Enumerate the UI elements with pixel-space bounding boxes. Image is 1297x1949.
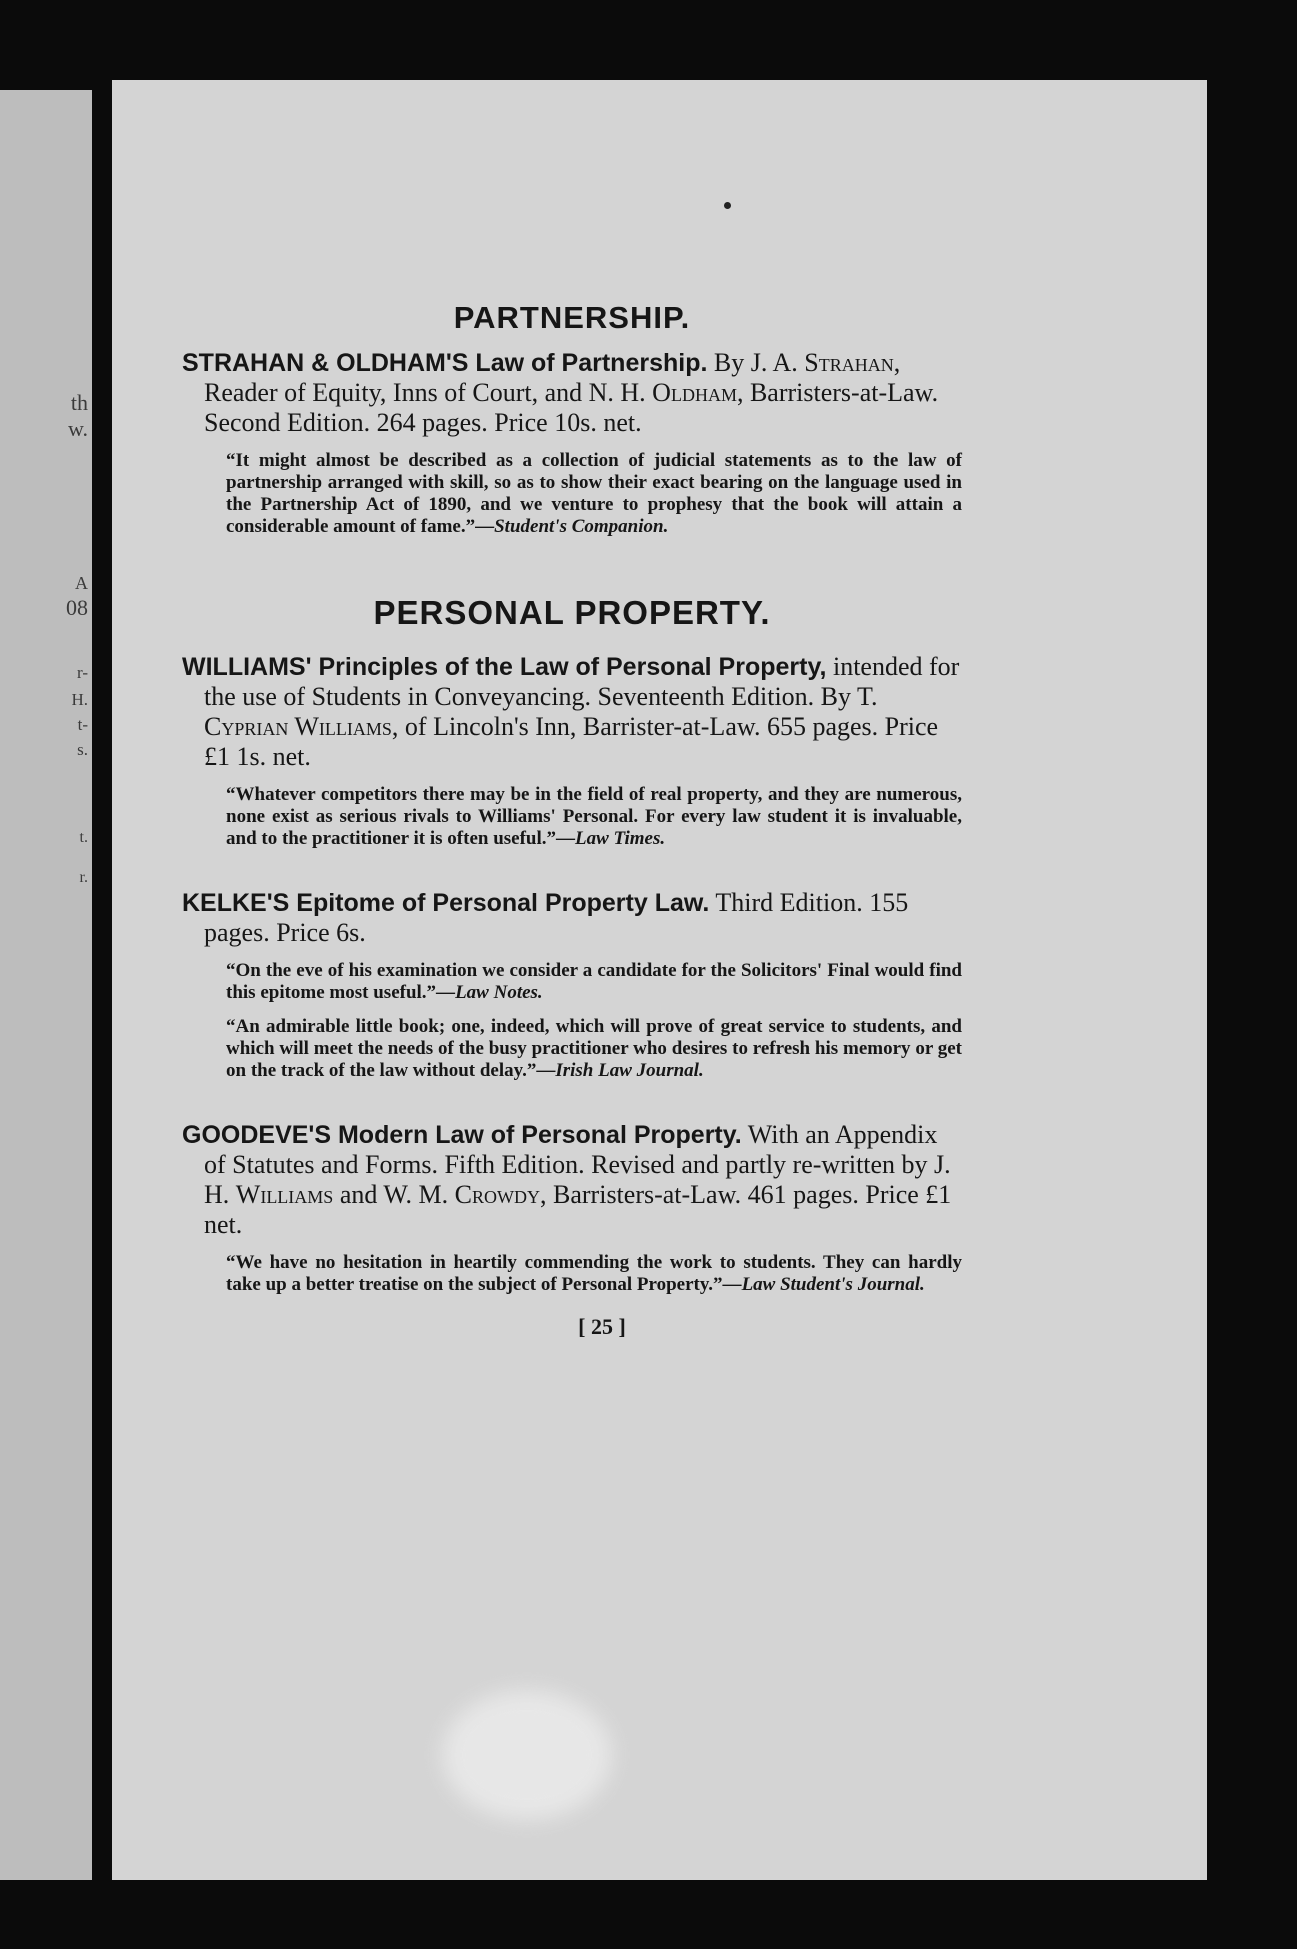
author-name: Cyprian Williams [204,712,392,741]
section-title-partnership: PARTNERSHIP. [453,300,691,335]
entry-description: , of Lincoln's Inn, Barrister-at-Law. 655 pages. Price £1 1s. net. [204,712,939,771]
page-number: [ 25 ] [578,1314,626,1339]
margin-fragment: r- [77,663,88,682]
quote-text: “Whatever competitors there may be in the field of real property, and they are numerous, none exist as serious rivals to Williams' Personal. For every law student it is invaluable, and to the practitioner it is often useful.”— [226,784,962,849]
quote-source: Irish Law Journal. [555,1060,704,1081]
entry-description: and W. M. [333,1180,455,1209]
book-page [112,80,1207,1880]
book-entry-strahan [182,348,962,538]
margin-fragment: s. [77,740,88,759]
book-title: GOODEVE'S Modern Law of Personal Property. [182,1121,742,1149]
margin-fragment: 08 [66,595,88,620]
review-quote [226,784,962,850]
entry-description: With an Appendix of Statutes and Forms. Fifth Edition. Revised and partly re-written by J. H. [204,1120,951,1209]
book-title: WILLIAMS' Principles of the Law of Personal Property, [182,653,827,681]
book-entry-williams [182,652,962,850]
quote-source: Student's Companion. [494,516,669,537]
book-title: KELKE'S Epitome of Personal Property Law. [182,889,710,917]
entry-text [182,348,962,438]
quote-source: Law Times. [575,828,666,849]
quote-source: Law Student's Journal. [741,1274,925,1295]
book-entry-kelke [182,888,962,1082]
quote-text: “On the eve of his examination we consider a candidate for the Solicitors' Final would find this epitome most useful.”— [226,960,962,1003]
review-quote [226,450,962,538]
entry-description: , Reader of Equity, Inns of Court, and N. H. [204,348,901,407]
quote-source: Law Notes. [455,982,543,1003]
author-name: Oldham [652,378,737,407]
entry-text [182,652,962,772]
book-entry-goodeve [182,1120,962,1296]
author-name: Crowdy [454,1180,541,1209]
section-title-personal-property: PERSONAL PROPERTY. [373,594,771,631]
margin-fragment: A [75,573,88,593]
entry-description: intended for the use of Students in Conveyancing. Seventeenth Edition. By T. [204,652,960,711]
margin-fragment: t- [77,715,88,734]
ink-dot [724,202,731,209]
entry-text [182,888,962,948]
review-quote [226,1016,962,1082]
author-name: Strahan [804,348,894,377]
quote-text: “We have no hesitation in heartily commending the work to students. They can hardly take up a better treatise on the subject of Personal Property.”— [226,1252,962,1295]
quote-text: “An admirable little book; one, indeed, which will prove of great service to students, and which will meet the needs of the busy practitioner who desires to refresh his memory or get on the track of the law without delay.”— [226,1016,962,1081]
review-quote [226,1252,962,1296]
margin-fragment: w. [68,416,88,441]
author-name: Williams [235,1180,334,1209]
margin-fragment: th [70,390,88,415]
entry-description: By J. A. [707,348,805,377]
margin-fragment: H. [71,690,88,709]
quote-text: “It might almost be described as a collection of judicial statements as to the law of partnership arranged with skill, so as to show their exact bearing on the language used in the Partnership Act of 1890, and we venture to prophesy that the book will attain a considerable amount of fame.”— [226,450,962,537]
book-title: STRAHAN & OLDHAM'S Law of Partnership. [182,349,708,377]
margin-fragment: t. [79,829,88,846]
page-content [182,300,962,1340]
entry-description: Third Edition. 155 pages. Price 6s. [204,888,909,947]
review-quote [226,960,962,1004]
entry-description: , Barristers-at-Law. 461 pages. Price £1 net. [204,1180,952,1239]
entry-description: , Barristers-at-Law. Second Edition. 264 pages. Price 10s. net. [204,378,939,437]
paper-smudge [442,1690,612,1820]
entry-text [182,1120,962,1240]
margin-fragment: r. [79,869,88,886]
adjacent-page-fragment [0,90,92,1880]
